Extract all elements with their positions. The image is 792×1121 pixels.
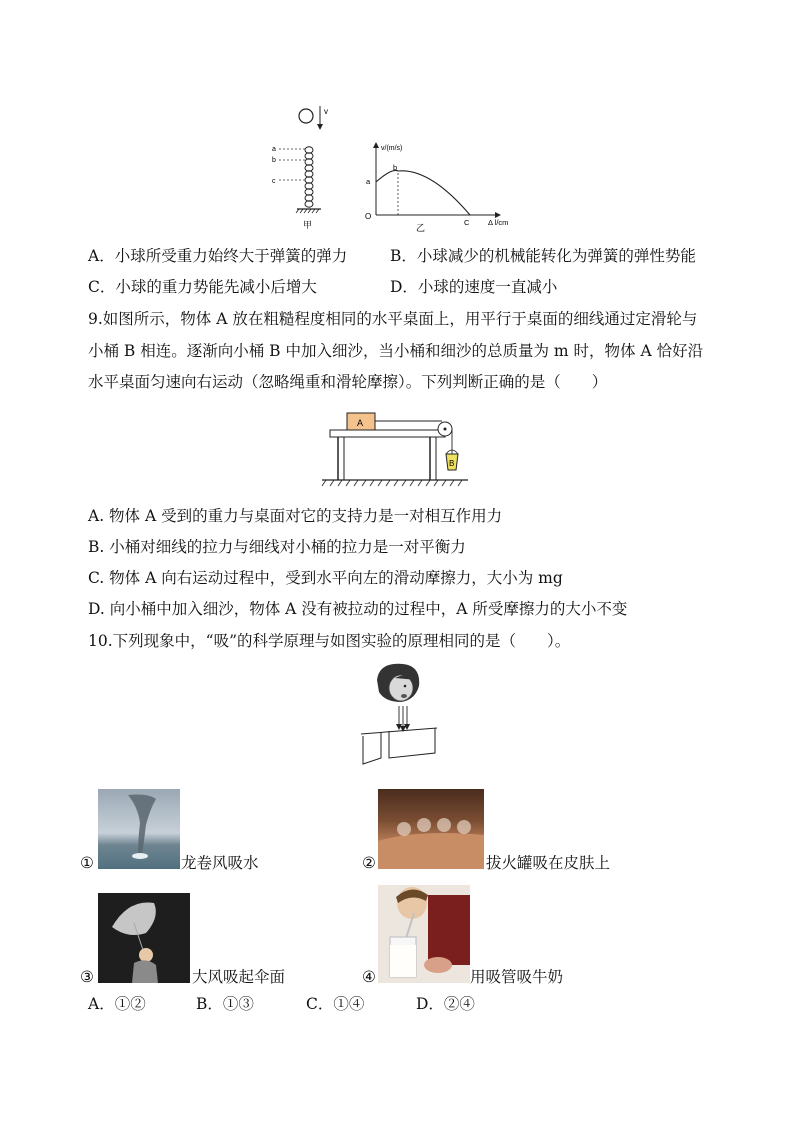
q10-item-4-num: ④ (362, 968, 376, 986)
figure-caption-jia: 甲 (303, 220, 313, 230)
bucket-b-label: B (449, 459, 455, 468)
velocity-curve (376, 170, 470, 215)
spring-ball-figure (265, 98, 335, 233)
ball (299, 109, 313, 123)
q9-option-b: B. 小桶对细线的拉力与细线对小桶的拉力是一对平衡力 (88, 538, 466, 556)
q10-item-3-num: ③ (80, 968, 94, 986)
tornado-photo (98, 789, 180, 869)
q9-option-c: C. 物体 A 向右运动过程中，受到水平向左的滑动摩擦力，大小为 mg (88, 569, 563, 587)
y-axis-label: v/(m/s) (381, 145, 403, 152)
q9-option-a: A. 物体 A 受到的重力与桌面对它的支持力是一对相互作用力 (88, 507, 503, 525)
straw-milk-photo (378, 885, 470, 983)
q10-item-3-text: 大风吸起伞面 (192, 968, 286, 986)
q10-stem: 10.下列现象中，“吸”的科学原理与如图实验的原理相同的是（ ）。 (88, 632, 571, 650)
q8-option-a: A．小球所受重力始终大于弹簧的弹力 (88, 247, 348, 265)
velocity-graph (360, 140, 525, 235)
q10-item-1-num: ① (80, 854, 94, 872)
point-a-label: a (366, 177, 371, 186)
q10-answer-a: A．①② (88, 995, 146, 1013)
label-a: a (272, 146, 276, 153)
q10-item-2-text: 拔火罐吸在皮肤上 (486, 854, 611, 872)
q9-option-d: D. 向小桶中加入细沙，物体 A 没有被拉动的过程中，A 所受摩擦力的大小不变 (88, 600, 628, 618)
point-c-label: C (464, 218, 470, 227)
x-axis-label: Δ l/cm (488, 218, 509, 227)
q10-answer-b: B．①③ (196, 995, 254, 1013)
q9-stem-line-2: 小桶 B 相连。逐渐向小桶 B 中加入细沙，当小桶和细沙的总质量为 m 时，物体 A 恰好沿 (88, 342, 704, 360)
umbrella-photo (98, 893, 190, 983)
q8-option-c: C．小球的重力势能先减小后增大 (88, 278, 317, 296)
point-b-label: b (393, 163, 398, 172)
q9-stem-line-3: 水平桌面匀速向右运动（忽略绳重和滑轮摩擦）。下列判断正确的是（ ） (88, 373, 608, 391)
label-b: b (272, 157, 276, 164)
cupping-photo (378, 789, 484, 869)
origin-label: O (365, 212, 372, 221)
velocity-label: v (324, 107, 328, 116)
blowing-paper-figure (355, 658, 445, 770)
q10-answer-c: C．①④ (306, 995, 365, 1013)
figure-caption-yi: 乙 (416, 223, 426, 233)
block-a-label: A (357, 418, 364, 428)
q10-item-4-text: 用吸管吸牛奶 (470, 968, 564, 986)
q8-option-b: B．小球减少的机械能转化为弹簧的弹性势能 (390, 247, 696, 265)
q10-answer-d: D．②④ (416, 995, 475, 1013)
table-pulley-figure (320, 408, 470, 490)
q10-item-2-num: ② (362, 854, 376, 872)
q8-option-d: D．小球的速度一直减小 (390, 278, 558, 296)
q10-item-1-text: 龙卷风吸水 (181, 854, 259, 872)
label-c: c (272, 178, 276, 185)
q9-stem-line-1: 9.如图所示，物体 A 放在粗糙程度相同的水平桌面上，用平行于桌面的细线通过定滑轮与 (88, 310, 698, 328)
